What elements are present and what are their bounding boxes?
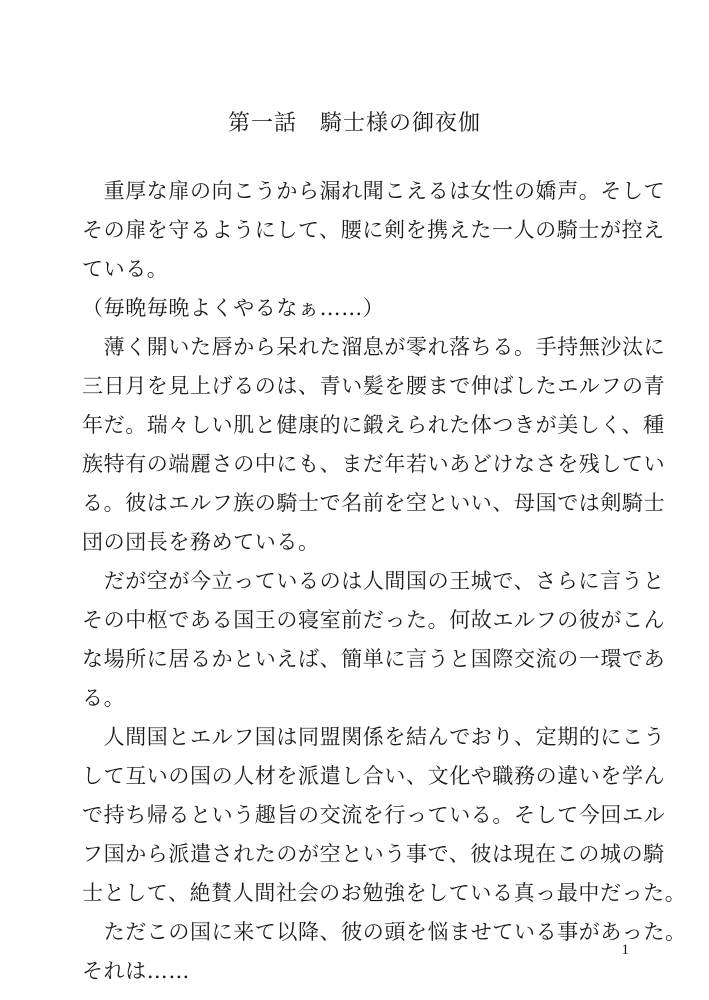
text-line: 団の団長を務めている。 bbox=[82, 530, 320, 554]
text-line: 年だ。瑞々しい肌と健康的に鍛えられた体つきが美しく、種 bbox=[82, 413, 665, 437]
text-line: 族特有の端麗さの中にも、まだ年若いあどけなさを残してい bbox=[82, 452, 666, 476]
text-line: な場所に居るかといえば、簡単に言うと国際交流の一環であ bbox=[82, 647, 666, 671]
text-line: 薄く開いた唇から呆れた溜息が零れ落ちる。手持無沙汰に bbox=[82, 335, 666, 359]
text-line: その扉を守るようにして、腰に剣を携えた一人の騎士が控え bbox=[82, 218, 665, 242]
text-line: る。彼はエルフ族の騎士で名前を空といい、母国では剣騎士 bbox=[82, 491, 666, 515]
text-line: ただこの国に来て以降、彼の頭を悩ませている事があった。 bbox=[82, 920, 687, 944]
chapter-title: 第一話 騎士様の御夜伽 bbox=[227, 111, 481, 136]
text-line: ている。 bbox=[82, 257, 169, 281]
text-line: 士として、絶賛人間社会のお勉強をしている真っ最中だった。 bbox=[82, 881, 687, 905]
page-number: 1 bbox=[621, 942, 629, 958]
text-line: それは…… bbox=[82, 959, 190, 983]
text-line: 三日月を見上げるのは、青い髪を腰まで伸ばしたエルフの青 bbox=[82, 374, 666, 398]
text-line: 人間国とエルフ国は同盟関係を結んでおり、定期的にこう bbox=[82, 725, 666, 749]
text-line: 重厚な扉の向こうから漏れ聞こえるは女性の嬌声。そして bbox=[82, 179, 666, 203]
text-line: フ国から派遣されたのが空という事で、彼は現在この城の騎 bbox=[82, 842, 665, 866]
text-line: （毎晩毎晩よくやるなぁ……） bbox=[82, 296, 385, 320]
text-line: その中枢である国王の寝室前だった。何故エルフの彼がこん bbox=[82, 608, 666, 632]
text-line: で持ち帰るという趣旨の交流を行っている。そして今回エル bbox=[82, 803, 666, 827]
text-line: る。 bbox=[82, 686, 126, 710]
body-text bbox=[82, 172, 687, 991]
text-line: して互いの国の人材を派遣し合い、文化や職務の違いを学ん bbox=[82, 764, 666, 788]
text-line: だが空が今立っているのは人間国の王城で、さらに言うと bbox=[82, 569, 665, 593]
